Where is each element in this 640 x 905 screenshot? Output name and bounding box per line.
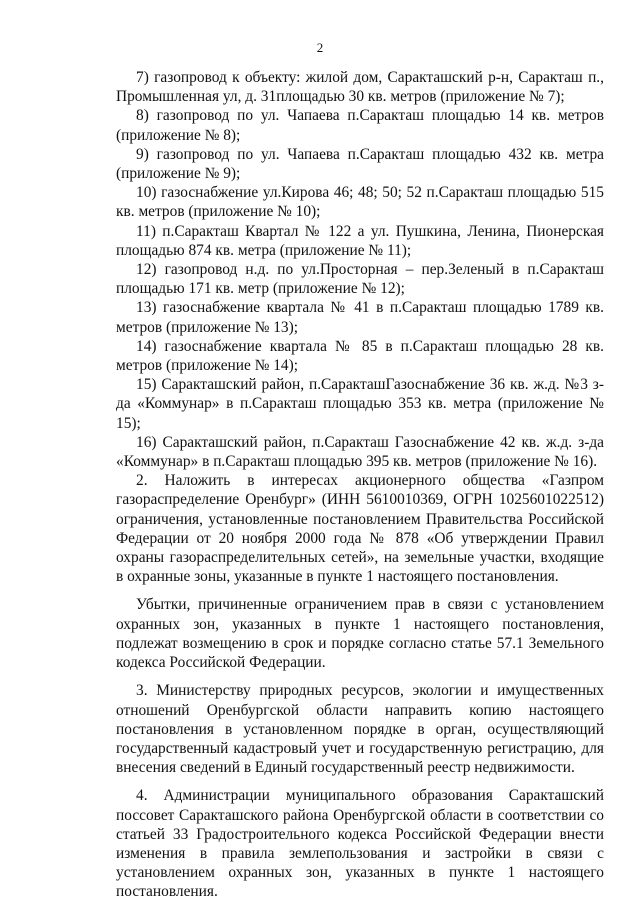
paragraph-clause-3: 3. Министерству природных ресурсов, экологии и имущественных отношений Оренбургской области направить копию настоящего постановления в установленном порядке в орган, осуществляющий государственный кадастровый учет и государственную регистрацию, для внесения сведений в Единый государственный реестр недвижимости. [116,682,604,777]
paragraph-item-12: 12) газопровод н.д. по ул.Просторная – пер.Зеленый в п.Саракташ площадью 171 кв. метр (приложение № 12); [116,261,604,298]
document-body [116,68,604,902]
paragraph-item-16: 16) Саракташский район, п.Саракташ Газоснабжение 42 кв. ж.д. з-да «Коммунар» в п.Саракташ площадью 395 кв. метров (приложение № 16). [116,433,604,471]
paragraph-item-13: 13) газоснабжение квартала № 41 в п.Саракташ площадью 1789 кв. метров (приложение № 13); [116,299,604,336]
paragraph-clause-4: 4. Администрации муниципального образования Саракташский поссовет Саракташского района Оренбургской области в соответствии со статьей 33 Градостроительного кодекса Российской Федерации внести изменения в правила землепользования и застройки в связи с установлением охранных зон, указанных в пункте 1 настоящего постановления. [116,787,604,901]
paragraph-item-10: 10) газоснабжение ул.Кирова 46; 48; 50; 52 п.Саракташ площадью 515 кв. метров (приложение № 10); [116,184,604,221]
page-number: 2 [316,40,324,55]
paragraph-item-15: 15) Саракташский район, п.СаракташГазоснабжение 36 кв. ж.д. №3 з-да «Коммунар» в п.Саракташ площадью 353 кв. метра (приложение № 15); [116,376,604,432]
paragraph-item-9: 9) газопровод по ул. Чапаева п.Саракташ площадью 432 кв. метра (приложение № 9); [116,145,604,183]
paragraph-item-11: 11) п.Саракташ Квартал № 122 а ул. Пушкина, Ленина, Пионерская площадью 874 кв. метра (приложение № 11); [116,222,604,259]
paragraph-item-14: 14) газоснабжение квартала № 85 в п.Саракташ площадью 28 кв. метров (приложение № 14); [116,337,604,375]
paragraph-losses: Убытки, причиненные ограничением прав в связи с установлением охранных зон, указанных в пункте 1 настоящего постановления, подлежат возмещению в срок и порядке согласно статье 57.1 Земельного кодекса Российской Федерации. [116,596,604,672]
paragraph-clause-2: 2. Наложить в интересах акционерного общества «Газпром газораспределение Оренбург» (ИНН 5610010369, ОГРН 1025601022512) ограничения, установленные постановлением Правительства Российской Федерации от 20 ноября 2000 года № 878 «Об утверждении Правил охраны газораспределительных сетей», на земельные участки, входящие в охранные зоны, указанные в пункте 1 настоящего постановления. [116,472,604,586]
paragraph-item-7: 7) газопровод к объекту: жилой дом, Саракташский р-н, Саракташ п., Промышленная ул, д. 31площадью 30 кв. метров (приложение № 7); [116,69,604,106]
paragraph-item-8: 8) газопровод по ул. Чапаева п.Саракташ площадью 14 кв. метров (приложение № 8); [116,107,604,144]
